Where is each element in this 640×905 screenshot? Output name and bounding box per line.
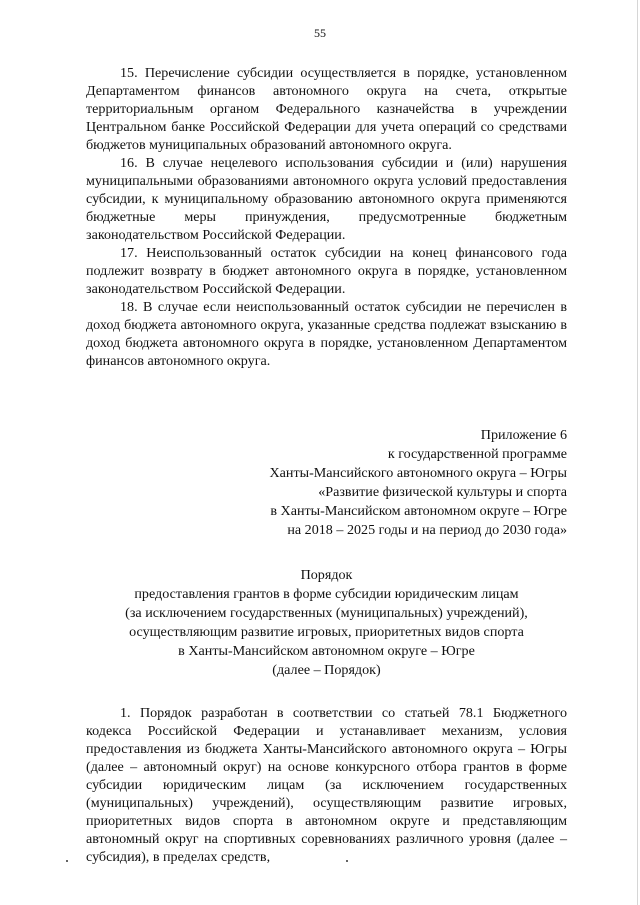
scan-dot [66,860,68,862]
appendix-line: к государственной программе [387,446,567,462]
title-line: Порядок [300,567,353,583]
document-title [86,566,567,680]
title-line: предоставления грантов в форме субсидии юридическим лицам [134,586,519,602]
paragraph-15: 15. Перечисление субсидии осуществляется в порядке, установленном Департаментом финансов автономного округа на счета, открытые территориальным органом Федерального казначейства в учреждении Центральном банке Российской Федерации для учета операций со средствами бюджетов муниципальных образований автономного округа. [86,65,567,153]
appendix-header [86,426,567,540]
appendix-line: на 2018 – 2025 годы и на период до 2030 года» [287,522,567,538]
title-line: (за исключением государственных (муниципальных) учреждений), [125,605,528,621]
appendix-line: Ханты-Мансийского автономного округа – Югры [269,465,567,481]
page-edge-line [637,0,638,905]
page-number: 55 [314,26,326,40]
title-line: в Ханты-Мансийском автономном округе – Югре [178,643,475,659]
document-body [86,64,567,880]
appendix-line: «Развитие физической культуры и спорта [318,484,567,500]
paragraph-16: 16. В случае нецелевого использования субсидии и (или) нарушения муниципальными образованиями автономного округа условий предоставления субсидии, к муниципальному образованию автономного округа применяются бюджетные меры принуждения, предусмотренные бюджетным законодательством Российской Федерации. [86,155,567,243]
title-line: осуществляющим развитие игровых, приоритетных видов спорта [129,624,524,640]
title-line: (далее – Порядок) [272,662,381,678]
paragraph-17: 17. Неиспользованный остаток субсидии на конец финансового года подлежит возврату в бюджет автономного округа в порядке, установленном законодательством Российской Федерации. [86,245,567,297]
paragraph-1: 1. Порядок разработан в соответствии со статьей 78.1 Бюджетного кодекса Российской Федерации и устанавливает механизм, условия предоставления из бюджета Ханты-Мансийского автономного округа – Югры (далее – автономный округ) на основе конкурсного отбора грантов в форме субсидии юридическим лицам (за исключением государственных (муниципальных) учреждений), осуществляющим развитие игровых, приоритетных видов спорта в автономном округе и представляющим автономный округ на спортивных соревнованиях различного уровня (далее – субсидия), в пределах средств, [86,705,567,865]
appendix-line: в Ханты-Мансийском автономном округе – Югре [270,503,567,519]
appendix-line: Приложение 6 [480,427,567,443]
paragraph-18: 18. В случае если неиспользованный остаток субсидии не перечислен в доход бюджета автономного округа, указанные средства подлежат взысканию в доход бюджета автономного округа в порядке, установленном Департаментом финансов автономного округа. [86,299,567,369]
scan-dot [346,860,348,862]
